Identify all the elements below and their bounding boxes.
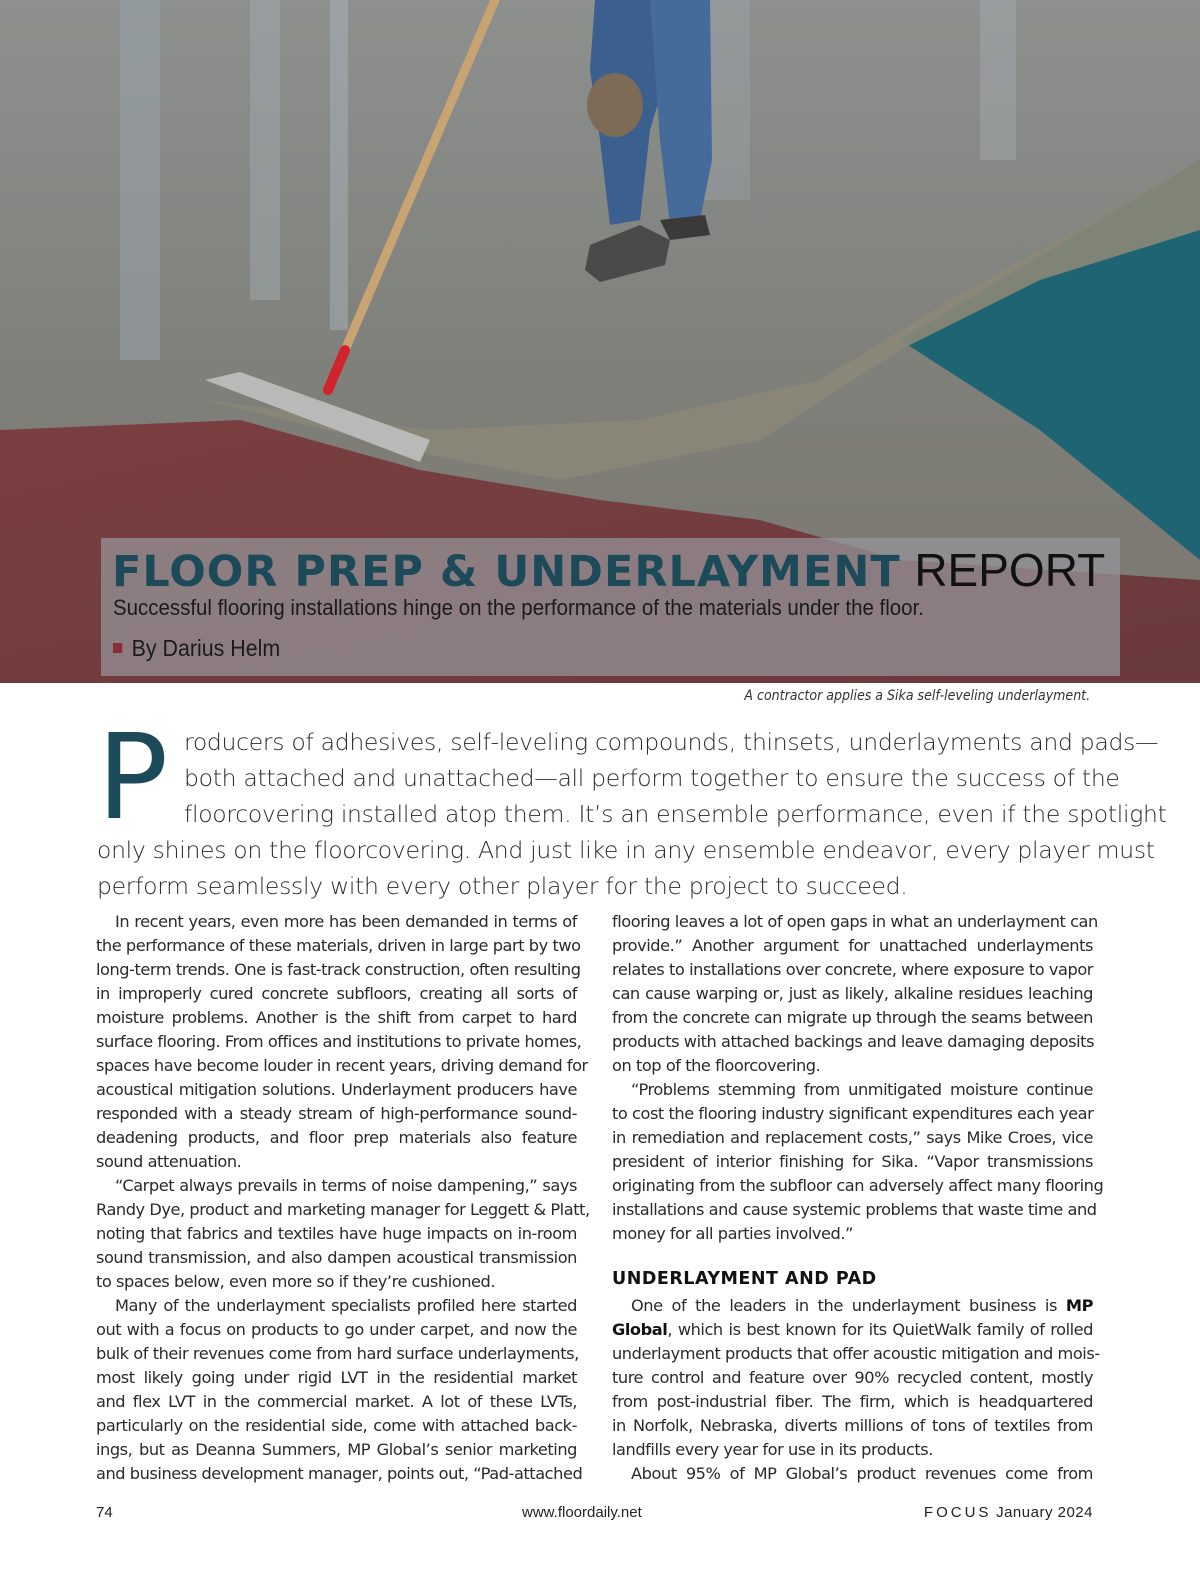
report-title (112, 544, 1105, 598)
text-line: “Problems stemming from unmitigated moisture continue (631, 1080, 1093, 1099)
report-subtitle: Successful flooring installations hinge on the performance of the materials under the floor. (113, 595, 924, 620)
drop-cap: P (97, 708, 169, 846)
text-line: installations and cause systemic problems that waste time and (612, 1200, 1097, 1219)
intro-line: floorcovering installed atop them. It’s an ensemble performance, even if the spotlight (184, 800, 1167, 828)
body-column-left (96, 910, 590, 1486)
intro-line: both attached and unattached—all perform together to ensure the success of the (184, 764, 1120, 792)
text-line (612, 1294, 1093, 1318)
issue-focus: FOCUS (923, 1504, 992, 1521)
text-line: president of interior finishing for Sika. “Vapor transmissions (612, 1152, 1093, 1171)
text-line: in improperly cured concrete subfloors, creating all sorts of (96, 984, 577, 1003)
text-line: sound attenuation. (96, 1152, 242, 1171)
text-line: flooring leaves a lot of open gaps in what an underlayment can (612, 912, 1098, 931)
company-name: Global (612, 1320, 668, 1339)
body-column-right (612, 910, 1104, 1486)
text-line: the performance of these materials, driven in large part by two (96, 936, 581, 955)
text-line: to cost the flooring industry significant expenditures each year (612, 1104, 1094, 1123)
text-line: sound transmission, and also dampen acoustical transmission (96, 1248, 577, 1267)
text-line: in remediation and replacement costs,” says Mike Croes, vice (612, 1128, 1093, 1147)
issue-label (924, 1504, 1093, 1521)
text-line: money for all parties involved.” (612, 1224, 853, 1243)
text-line: Randy Dye, product and marketing manager for Leggett & Platt, (96, 1200, 590, 1219)
text-line: and flex LVT in the commercial market. A lot of these LVTs, (96, 1392, 577, 1411)
text-line: out with a focus on products to go under carpet, and now the (96, 1320, 577, 1339)
text-line: relates to installations over concrete, where exposure to vapor (612, 960, 1093, 979)
report-title-light: REPORT (914, 544, 1106, 596)
intro-line: only shines on the floorcovering. And just like in any ensemble endeavor, every player must (97, 836, 1155, 864)
text-line: ings, but as Deanna Summers, MP Global’s senior marketing (96, 1440, 577, 1459)
text-line: underlayment products that offer acoustic mitigation and mois- (612, 1344, 1100, 1363)
text-line: particularly on the residential side, come with attached back- (96, 1416, 577, 1435)
text-line: originating from the subfloor can adversely affect many flooring (612, 1176, 1104, 1195)
text-line: in Norfolk, Nebraska, diverts millions of tons of textiles from (612, 1416, 1093, 1435)
text-line: In recent years, even more has been demanded in terms of (115, 912, 577, 931)
section-heading: UNDERLAYMENT AND PAD (612, 1269, 877, 1289)
text-line: from the concrete can migrate up through the seams between (612, 1008, 1093, 1027)
text-line: bulk of their revenues come from hard surface underlayments, (96, 1344, 579, 1363)
text-line: “Carpet always prevails in terms of noise dampening,” says (115, 1176, 577, 1195)
text-line: can cause warping or, just as likely, alkaline residues leaching (612, 984, 1093, 1003)
hero-photo (0, 0, 1200, 683)
text-line: from post-industrial fiber. The firm, which is headquartered (612, 1392, 1093, 1411)
issue-date: January 2024 (996, 1504, 1093, 1521)
report-title-bold: FLOOR PREP & UNDERLAYMENT (112, 547, 901, 597)
text-line: moisture problems. Another is the shift from carpet to hard (96, 1008, 577, 1027)
text-line: long-term trends. One is fast-track construction, often resulting (96, 960, 581, 979)
text-line: products with attached backings and leave damaging deposits (612, 1032, 1095, 1051)
text-line: Many of the underlayment specialists profiled here started (115, 1296, 577, 1315)
company-name: MP (1065, 1296, 1093, 1315)
text-line: on top of the floorcovering. (612, 1056, 821, 1075)
text-line: About 95% of MP Global’s product revenues come from (631, 1464, 1093, 1483)
intro-line: perform seamlessly with every other player for the project to succeed. (97, 872, 908, 900)
text-line: provide.” Another argument for unattached underlayments (612, 936, 1093, 955)
intro-line: roducers of adhesives, self-leveling compounds, thinsets, underlayments and pads— (184, 728, 1159, 756)
text-line: acoustical mitigation solutions. Underlayment producers have (96, 1080, 577, 1099)
text-line: surface flooring. From offices and institutions to private homes, (96, 1032, 582, 1051)
text-line (612, 1318, 1093, 1342)
intro-paragraph (97, 724, 1167, 904)
text-line: spaces have become louder in recent years, driving demand for (96, 1056, 588, 1075)
text-fragment: , which is best known for its QuietWalk family of rolled (667, 1320, 1093, 1339)
website-link[interactable]: www.floordaily.net (522, 1504, 642, 1521)
text-fragment: One of the leaders in the underlayment business is (631, 1296, 1057, 1315)
text-line: most likely going under rigid LVT in the residential market (96, 1368, 577, 1387)
report-title-banner (101, 538, 1120, 676)
byline (113, 635, 280, 662)
photo-caption: A contractor applies a Sika self-leveling underlayment. (744, 688, 1090, 704)
text-line: and business development manager, points out, “Pad-attached (96, 1464, 583, 1483)
text-line: noting that fabrics and textiles have huge impacts on in-room (96, 1224, 577, 1243)
text-line: ture control and feature over 90% recycled content, mostly (612, 1368, 1093, 1387)
text-line: responded with a steady stream of high-performance sound- (96, 1104, 577, 1123)
byline-square-icon (113, 643, 122, 653)
text-line: landfills every year for use in its products. (612, 1440, 933, 1459)
byline-text: By Darius Helm (131, 635, 281, 661)
text-line: deadening products, and floor prep materials also feature (96, 1128, 577, 1147)
page-number: 74 (96, 1504, 113, 1521)
text-line: to spaces below, even more so if they’re cushioned. (96, 1272, 496, 1291)
